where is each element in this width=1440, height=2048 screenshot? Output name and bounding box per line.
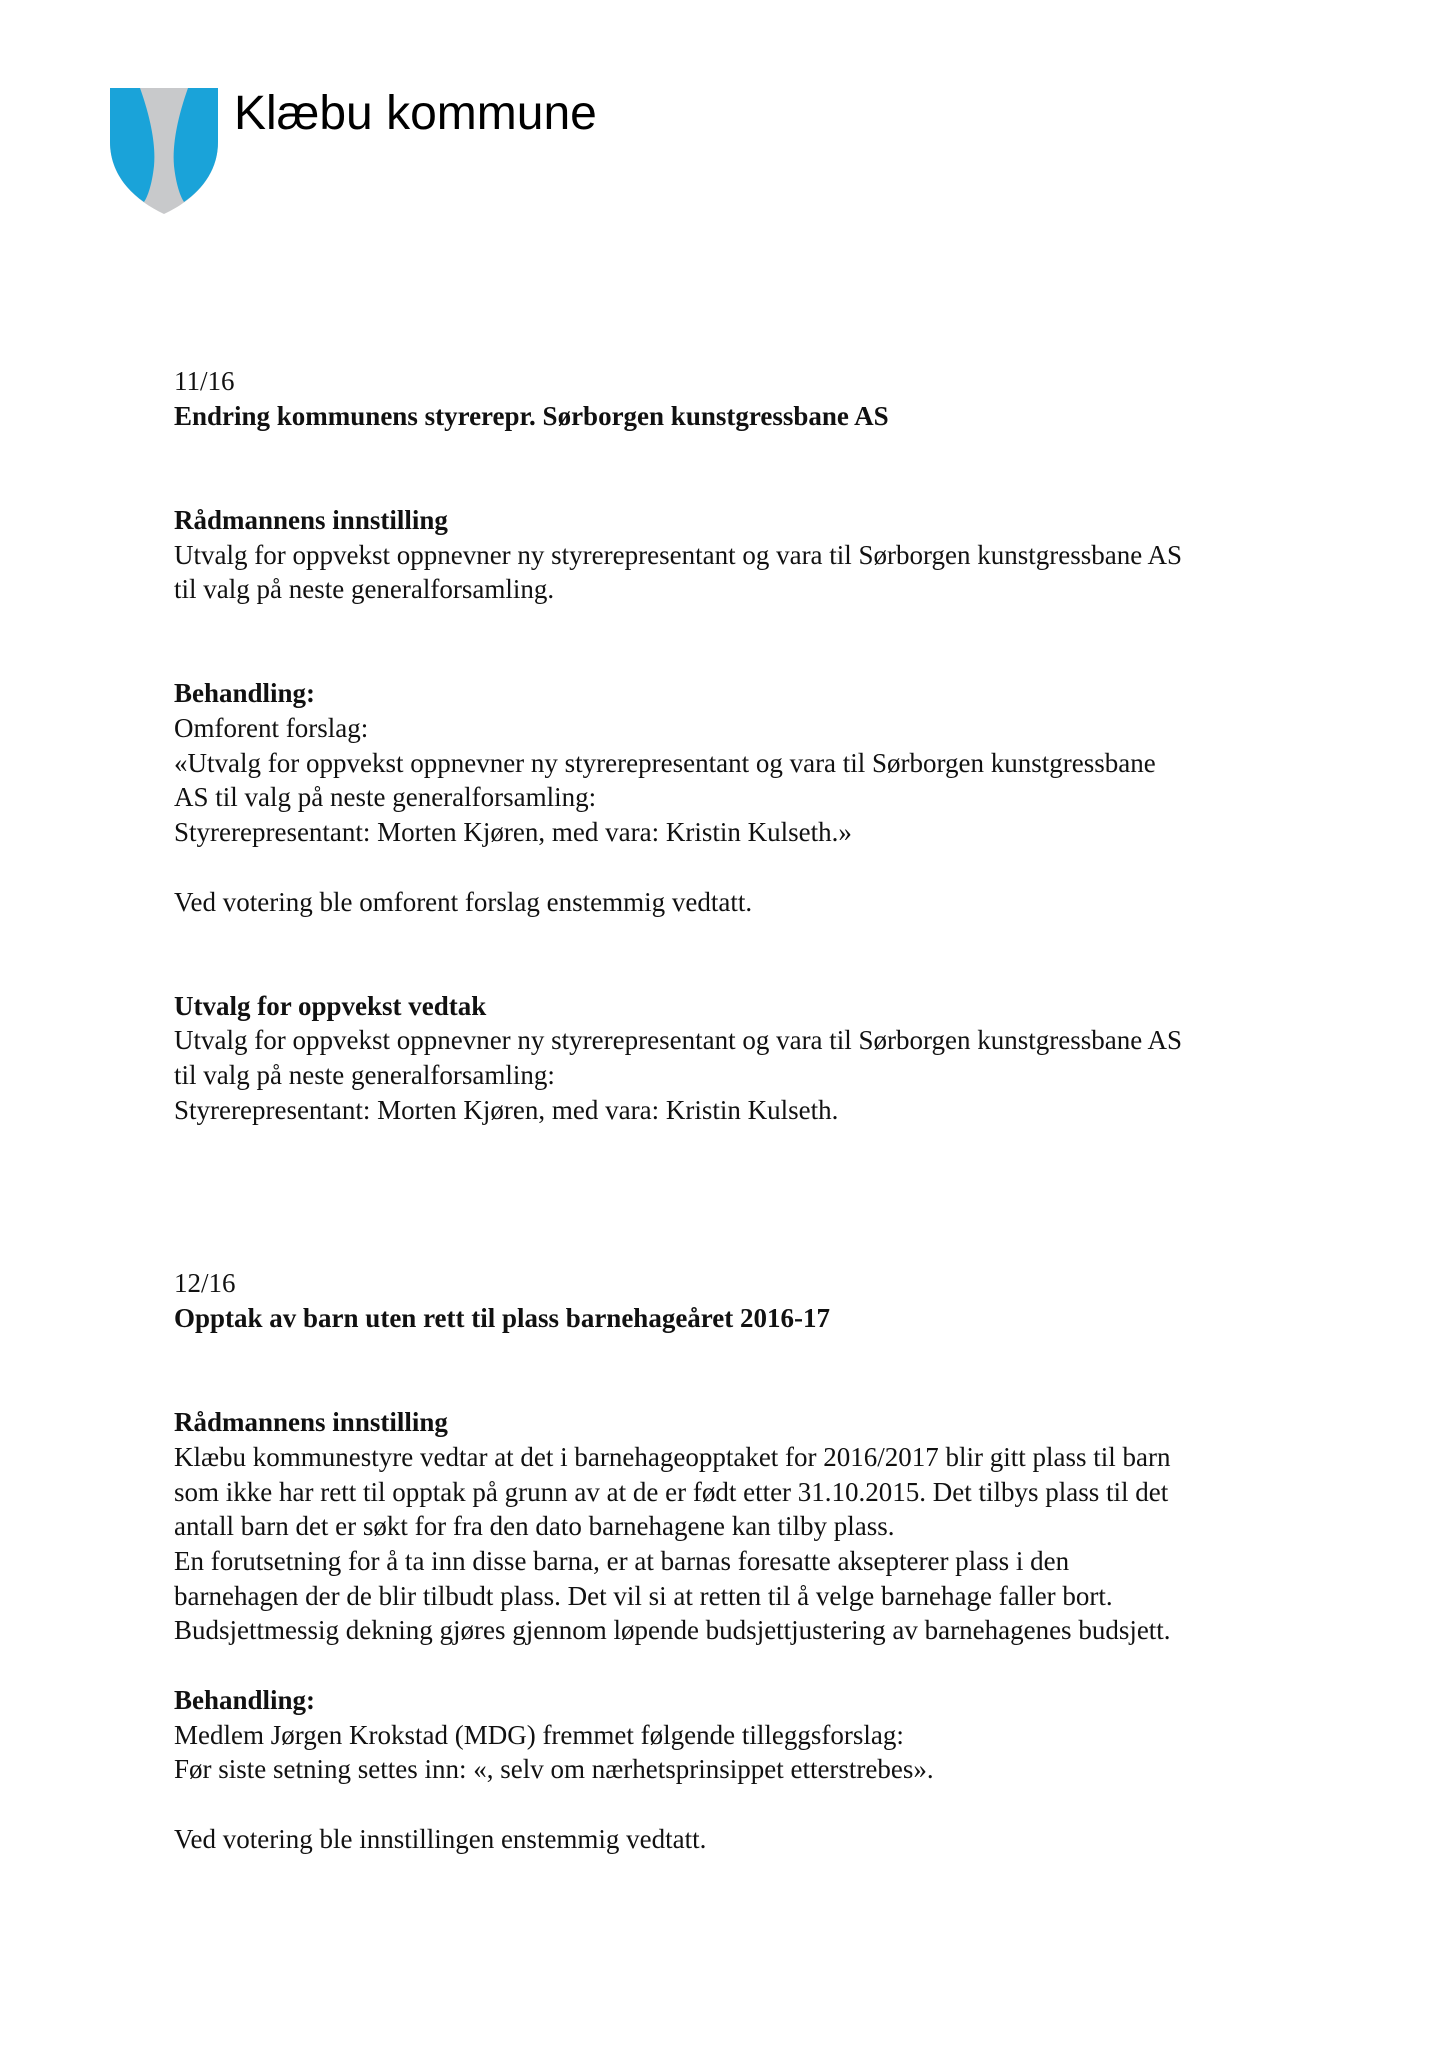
document-header [110, 84, 810, 224]
decision-line: til valg på neste generalforsamling: [174, 1060, 555, 1090]
treatment-heading: Behandling: [174, 1684, 316, 1715]
recommendation-line: Klæbu kommunestyre vedtar at det i barnehageopptaket for 2016/2017 blir gitt plass til barn [174, 1441, 1171, 1472]
decision-heading: Utvalg for oppvekst vedtak [174, 990, 487, 1021]
org-name: Klæbu kommune [234, 87, 597, 140]
treatment-line: Omforent forslag: [174, 713, 369, 743]
recommendation-line: Utvalg for oppvekst oppnevner ny styrerepresentant og vara til Sørborgen kunstgressbane AS [174, 539, 1183, 570]
recommendation-line: Budsjettmessig dekning gjøres gjennom løpende budsjettjustering av barnehagenes budsjett. [174, 1615, 1171, 1646]
vote-line: Ved votering ble innstillingen enstemmig vedtatt. [174, 1823, 707, 1854]
recommendation-line: En forutsetning for å ta inn disse barna, er at barnas foresatte aksepterer plass i den [174, 1546, 1070, 1577]
treatment-heading: Behandling: [174, 678, 316, 709]
decision-line: Utvalg for oppvekst oppnevner ny styrerepresentant og vara til Sørborgen kunstgressbane AS [174, 1025, 1183, 1056]
case-title: Opptak av barn uten rett til plass barnehageåret 2016-17 [174, 1303, 831, 1334]
recommendation-heading: Rådmannens innstilling [174, 504, 448, 535]
coat-of-arms-icon [110, 84, 218, 216]
case-title: Endring kommunens styrerepr. Sørborgen kunstgressbane AS [174, 400, 889, 431]
treatment-line: Før siste setning settes inn: «, selv om nærhetsprinsippet etterstrebes». [174, 1754, 934, 1785]
case-number: 12/16 [174, 1268, 236, 1299]
recommendation-line: antall barn det er søkt for fra den dato barnehagene kan tilby plass. [174, 1511, 895, 1542]
vote-line: Ved votering ble omforent forslag enstemmig vedtatt. [174, 886, 753, 917]
recommendation-line: barnehagen der de blir tilbudt plass. Det vil si at retten til å velge barnehage faller bort. [174, 1580, 1113, 1611]
meeting-minutes-body [174, 364, 1294, 1856]
recommendation-line: som ikke har rett til opptak på grunn av at de er født etter 31.10.2015. Det tilbys plass til det [174, 1476, 1169, 1507]
case-section [174, 1266, 1294, 1856]
treatment-line: «Utvalg for oppvekst oppnevner ny styrerepresentant og vara til Sørborgen kunstgressbane [174, 747, 1156, 778]
case-section [174, 364, 1294, 1127]
treatment-line: Styrerepresentant: Morten Kjøren, med vara: Kristin Kulseth.» [174, 817, 852, 848]
case-number: 11/16 [174, 366, 235, 396]
recommendation-heading: Rådmannens innstilling [174, 1407, 448, 1438]
recommendation-line: til valg på neste generalforsamling. [174, 574, 555, 605]
treatment-line: AS til valg på neste generalforsamling: [174, 782, 597, 813]
treatment-line: Medlem Jørgen Krokstad (MDG) fremmet følgende tilleggsforslag: [174, 1719, 904, 1750]
decision-line: Styrerepresentant: Morten Kjøren, med vara: Kristin Kulseth. [174, 1094, 839, 1125]
